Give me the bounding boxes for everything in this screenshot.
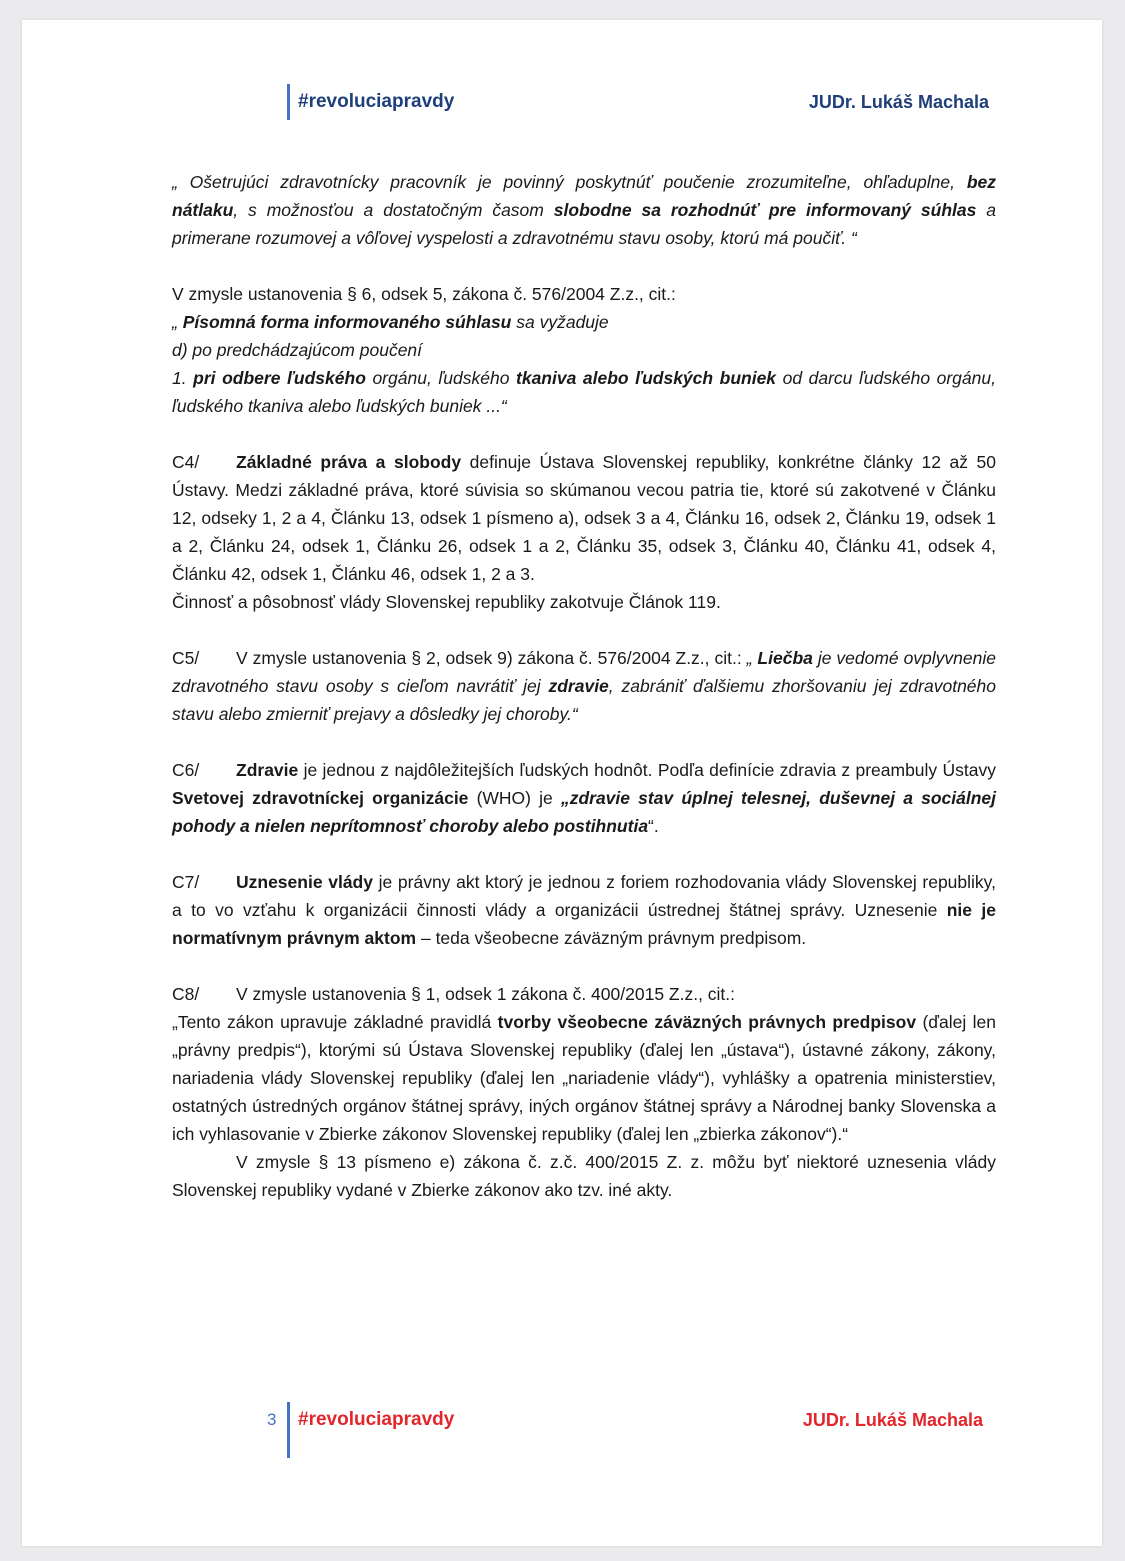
section-label: C8/: [172, 984, 200, 1004]
text-run: , s možnosťou a dostatočným časom: [233, 200, 554, 220]
text-run: je jednou z najdôležitejších ľudských hodnôt. Podľa definície zdravia z preambuly Ústavy: [298, 760, 996, 780]
section-c8-note: [172, 1148, 996, 1204]
text-run: , zabrániť ďalšiemu zhoršovaniu jej zdravotného stavu alebo zmierniť prejavy a dôsledky jej choroby.“: [172, 676, 996, 724]
text-run: 1.: [172, 368, 194, 388]
section-c4-body: [172, 448, 996, 588]
text-run: (ďalej len „právny predpis“), ktorými sú Ústava Slovenskej republiky (ďalej len „ústava“), ústavné zákony, zákony, nariadenia vlády Slovenskej republiky (ďalej len „nariadenie vlády“), vyhlášky a opatrenia ministerstiev, ostatných ústredných orgánov štátnej správy, iných orgánov štátnej správy a Národnej banky Slovenska a ich vyhlasovanie v Zbierke zákonov Slovenskej republiky (ďalej len „zbierka zákonov“).“: [172, 1012, 996, 1144]
section-c5: [172, 644, 996, 728]
bold-italic-run: „zdravie stav úplnej telesnej, duševnej a sociálnej pohody a nielen neprítomnosť choroby alebo postihnutia: [172, 788, 996, 836]
document-body: [172, 168, 996, 1204]
citation-intro: V zmysle ustanovenia § 6, odsek 5, zákona č. 576/2004 Z.z., cit.:: [172, 284, 676, 304]
section-c6: [172, 756, 996, 840]
bold-run: Zdravie: [236, 760, 299, 780]
bold-run: tvorby všeobecne záväzných právnych predpisov: [497, 1012, 917, 1032]
bold-run: Liečba: [757, 648, 813, 668]
text-run: orgánu, ľudského: [365, 368, 517, 388]
section-label: C7/: [172, 872, 200, 892]
section-c8-intro: [172, 980, 996, 1008]
section-c4-line2: Činnosť a pôsobnosť vlády Slovenskej republiky zakotvuje Článok 119.: [172, 592, 721, 612]
bold-run: Základné práva a slobody: [236, 452, 462, 472]
text-run: „: [172, 312, 183, 332]
text-run: sa vyžaduje: [511, 312, 609, 332]
footer-accent-bar: [287, 1402, 290, 1458]
document-page: [22, 20, 1102, 1546]
text-run: je vedomé ovplyvnenie zdravotného stavu osoby s cieľom navrátiť jej: [172, 648, 996, 696]
text-run: „ Ošetrujúci zdravotnícky pracovník je povinný poskytnúť poučenie zrozumiteľne, ohľaduplne,: [172, 172, 967, 192]
section-label: C5/: [172, 648, 200, 668]
text-run: V zmysle § 13 písmeno e) zákona č. z.č. 400/2015 Z. z. môžu byť niektoré uznesenia vlády Slovenskej republiky vydané v Zbierke zákonov ako tzv. iné akty.: [172, 1152, 996, 1200]
text-run: „: [746, 648, 758, 668]
text-run: definuje Ústava Slovenskej republiky, konkrétne články 12 až 50 Ústavy. Medzi základné práva, ktoré súvisia so skúmanou vecou patria tie, ktoré sú zakotvené v Článku 12, odseky 1, 2 a 4, Článku 13, odsek 1 písmeno a), odsek 3 a 4, Článku 16, odsek 2, Článku 19, odsek 1 a 2, Článku 24, odsek 1, Článku 26, odsek 1 a 2, Článku 35, odsek 3, Článku 40, Článku 41, odsek 4, Článku 42, odsek 1, Článku 46, odsek 1, 2 a 3.: [172, 452, 997, 584]
page-number: 3: [267, 1410, 277, 1429]
page-footer: [267, 1402, 989, 1438]
text-run: – teda všeobecne záväzným právnym predpisom.: [416, 928, 807, 948]
text-run: a primerane rozumovej a vôľovej vyspelosti a zdravotnému stavu osoby, ktorú má poučiť. “: [172, 200, 996, 248]
citation-line: [172, 336, 996, 364]
law-citation-576: [172, 280, 996, 420]
section-c8: [172, 980, 996, 1204]
bold-run: nie je normatívnym právnym aktom: [172, 900, 996, 948]
text-run: od darcu ľudského orgánu, ľudského tkaniva alebo ľudských buniek ...“: [172, 368, 996, 416]
header-accent-bar: [287, 84, 290, 120]
bold-run: zdravie: [548, 676, 609, 696]
bold-run: pri odbere ľudského: [193, 368, 366, 388]
bold-run: bez nátlaku: [172, 172, 996, 220]
bold-run: tkaniva alebo ľudských buniek: [516, 368, 777, 388]
citation-line: [172, 308, 996, 336]
text-run: (WHO) je: [468, 788, 561, 808]
bold-run: Svetovej zdravotníckej organizácie: [172, 788, 469, 808]
text-run: V zmysle ustanovenia § 1, odsek 1 zákona č. 400/2015 Z.z., cit.:: [236, 984, 736, 1004]
bold-run: slobodne sa rozhodnúť pre informovaný súhlas: [553, 200, 977, 220]
header-author: JUDr. Lukáš Machala: [808, 92, 989, 112]
bold-run: Písomná forma informovaného súhlasu: [182, 312, 512, 332]
section-label: C4/: [172, 452, 200, 472]
text-run: je právny akt ktorý je jednou z foriem rozhodovania vlády Slovenskej republiky, a to vo vzťahu k organizácii činnosti vlády a organizácii ústrednej štátnej správy. Uznesenie: [172, 872, 996, 920]
citation-line: [172, 364, 996, 420]
section-label: C6/: [172, 760, 200, 780]
text-run: d) po predchádzajúcom poučení: [172, 340, 423, 360]
text-run: “.: [648, 816, 659, 836]
footer-hashtag: #revoluciapravdy: [298, 1409, 455, 1430]
page-header: [287, 84, 989, 120]
text-run: V zmysle ustanovenia § 2, odsek 9) zákona č. 576/2004 Z.z., cit.:: [236, 648, 747, 668]
quote-paragraph-1: [172, 168, 996, 252]
section-c7: [172, 868, 996, 952]
section-c8-quote: [172, 1008, 996, 1148]
footer-author: JUDr. Lukáš Machala: [802, 1410, 983, 1430]
text-run: „Tento zákon upravuje základné pravidlá: [172, 1012, 498, 1032]
header-hashtag: #revoluciapravdy: [298, 91, 455, 112]
bold-run: Uznesenie vlády: [236, 872, 373, 892]
section-c4: [172, 448, 996, 616]
